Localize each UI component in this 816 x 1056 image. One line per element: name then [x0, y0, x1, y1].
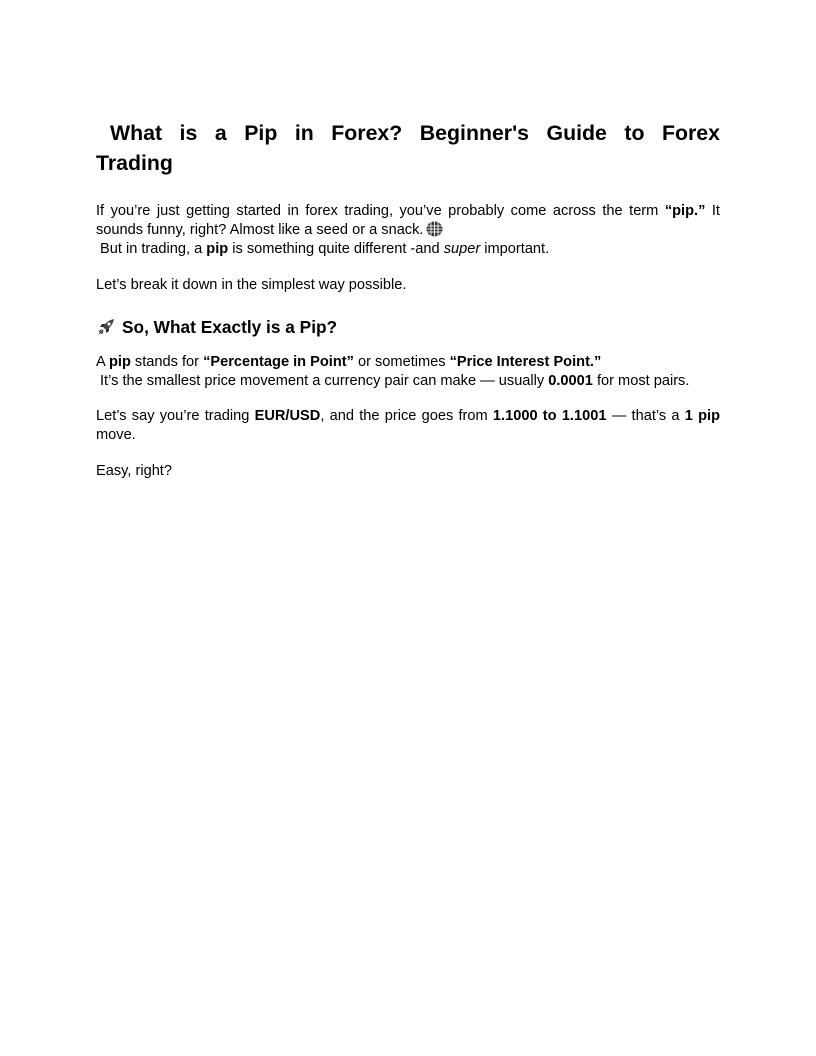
intro-paragraph [96, 202, 720, 259]
definition-text: for most pairs. [592, 373, 690, 389]
closing-paragraph: Easy, right? [96, 463, 172, 479]
intro-text-3-suffix: important. [480, 241, 550, 257]
price-range: 1.1000 to 1.1001 [492, 408, 607, 424]
intro-text-3-mid: is something quite different -and [228, 241, 444, 257]
seed-icon [426, 221, 443, 237]
pip-bold: pip [108, 354, 131, 370]
section-heading [96, 315, 720, 339]
definition-text: stands for [130, 354, 204, 370]
example-text: Let’s say you’re trading [96, 408, 255, 424]
example-line-2: move. [96, 427, 136, 443]
rocket-icon [96, 317, 116, 337]
example-line-1 [96, 407, 720, 426]
section-heading-text: So, What Exactly is a Pip? [122, 317, 338, 337]
intro-text-suffix: It [705, 203, 720, 219]
intro-line-1 [96, 202, 720, 221]
document-body [96, 118, 720, 481]
definition-paragraph [96, 353, 720, 391]
title-line-1: What is a Pip in Forex? Beginner's Guide to Forex [110, 121, 720, 145]
page-title [96, 118, 720, 178]
title-line-2: Trading [96, 151, 173, 175]
intro-line-2 [96, 221, 720, 240]
definition-line-1 [96, 353, 720, 372]
term-price-interest-point: “Price Interest Point.” [449, 354, 602, 370]
definition-line-2 [96, 372, 720, 391]
example-text: , and the price goes from [320, 408, 493, 424]
definition-text: A [96, 354, 109, 370]
intro-line-3 [96, 240, 720, 259]
intro-text: If you’re just getting started in forex trading, you’ve probably come across the term [96, 203, 665, 219]
example-text: — that’s a [606, 408, 685, 424]
pip-bold: pip [206, 241, 229, 257]
intro-text-3: But in trading, a [100, 241, 207, 257]
pip-value: 0.0001 [548, 373, 593, 389]
term-percentage-in-point: “Percentage in Point” [203, 354, 354, 370]
pip-amount: 1 pip [684, 408, 720, 424]
definition-text: It’s the smallest price movement a currency pair can make — usually [100, 373, 549, 389]
definition-text: or sometimes [353, 354, 450, 370]
pip-term: “pip.” [664, 203, 706, 219]
super-italic: super [443, 241, 481, 257]
intro-text-2: sounds funny, right? Almost like a seed or a snack. [96, 222, 424, 238]
currency-pair: EUR/USD [254, 408, 321, 424]
example-paragraph [96, 407, 720, 445]
breakdown-paragraph: Let’s break it down in the simplest way possible. [96, 277, 407, 293]
